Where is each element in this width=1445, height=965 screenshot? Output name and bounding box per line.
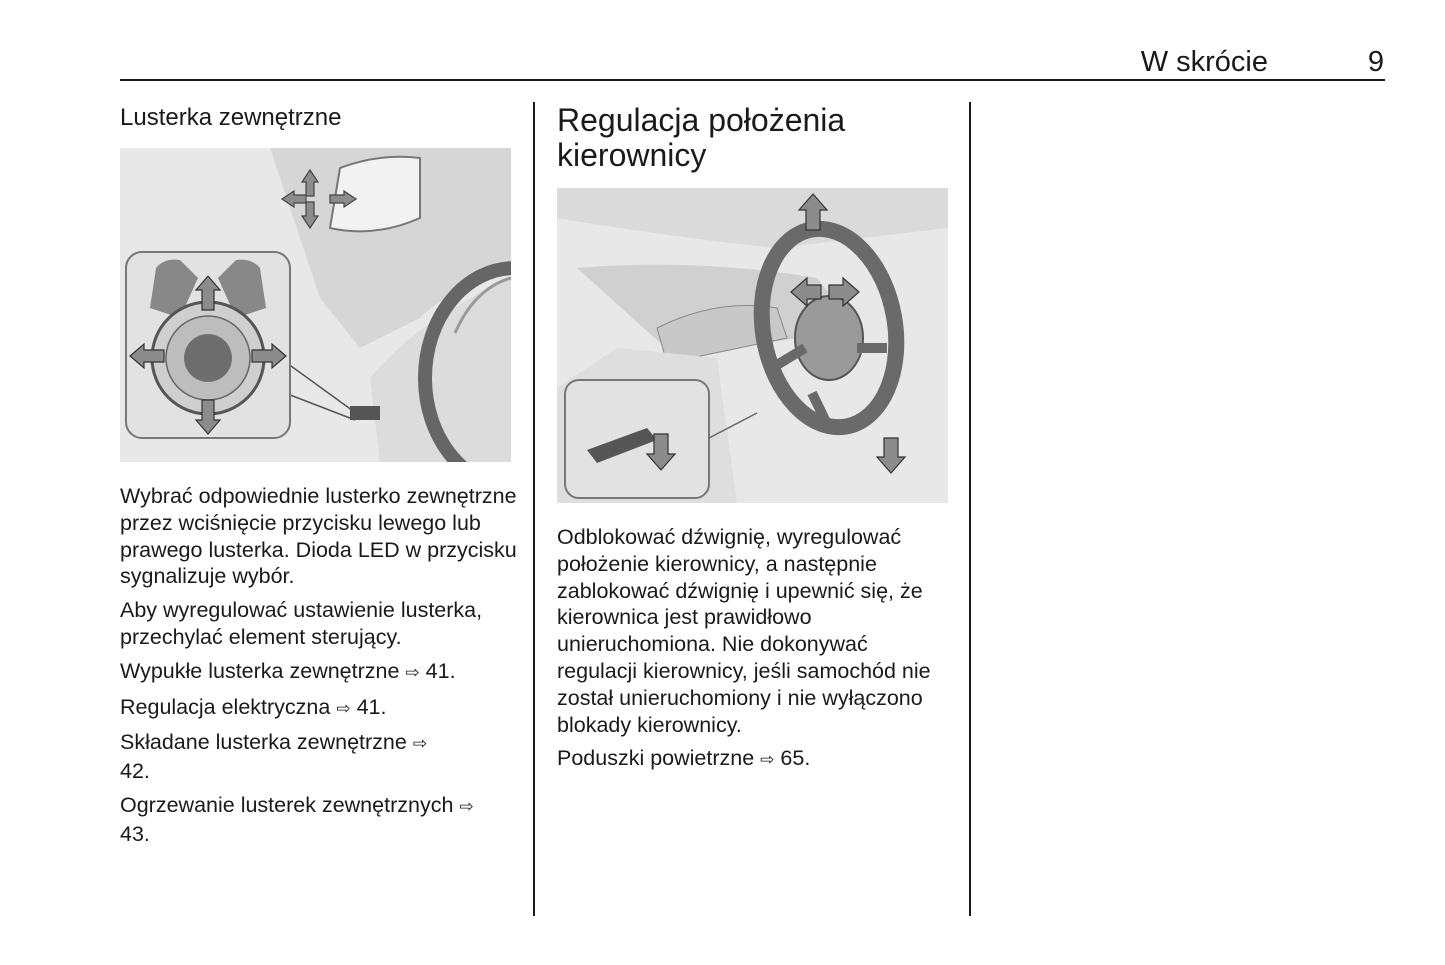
xref-page: 42. [120,759,150,784]
xref-airbags[interactable] [557,745,952,774]
page-reference-arrow-icon: ⇨ [336,698,351,719]
page-reference-arrow-icon: ⇨ [760,750,775,771]
page-reference-arrow-icon: ⇨ [405,662,420,683]
xref-electric-adjustment[interactable] [120,694,520,723]
steering-text-block [557,524,952,781]
steering-heading: Regulacja położenia kierownicy [557,102,846,173]
xref-label: Składane lusterka zewnętrzne [120,730,407,755]
xref-page: 41. [425,658,456,683]
xref-page: 43. [120,821,150,846]
xref-label: Ogrzewanie lusterek zewnętrznych [120,792,454,817]
page-reference-arrow-icon: ⇨ [459,796,474,817]
section-title: W skrócie [1140,46,1268,78]
xref-folding-mirrors[interactable] [120,729,450,785]
mirrors-paragraph-1: Wybrać odpowiednie lusterko zewnętrzne przez wciśnięcie przycisku lewego lub prawego lusterka. Dioda LED w przycisku sygnalizuje wybór. [120,484,517,589]
steering-wheel-adjustment-illustration-icon [557,188,948,503]
xref-label: Regulacja elektryczna [120,694,331,719]
steering-paragraph-1: Odblokować dźwignię, wyregulować położenie kierownicy, a następnie zablokować dźwignię i upewnić się, że kierownica jest prawidłowo unieruchomiona. Nie dokonywać regulacji kierownicy, jeśli samochód nie został unieruchomiony i nie wyłączono blokady kierownicy. [557,525,931,737]
xref-label: Wypukłe lusterka zewnętrzne [120,658,400,683]
mirror-adjustment-illustration-icon [120,148,511,462]
xref-page: 65. [780,746,811,771]
mirror-adjustment-figure [120,148,511,462]
xref-page: 41. [356,694,387,719]
column-divider-right [969,102,971,916]
page-number: 9 [1367,46,1384,78]
mirrors-heading: Lusterka zewnętrzne [120,104,342,131]
steering-wheel-figure [557,188,948,503]
page-reference-arrow-icon: ⇨ [412,734,428,755]
header-rule [120,79,1385,81]
xref-convex-mirrors[interactable] [120,658,520,687]
xref-label: Poduszki powietrzne [557,746,755,771]
column-divider-left [533,102,535,916]
mirrors-text-block [120,483,520,855]
xref-heated-mirrors[interactable] [120,792,500,848]
mirrors-paragraph-2: Aby wyregulować ustawienie lusterka, przechylać element sterujący. [120,598,483,649]
